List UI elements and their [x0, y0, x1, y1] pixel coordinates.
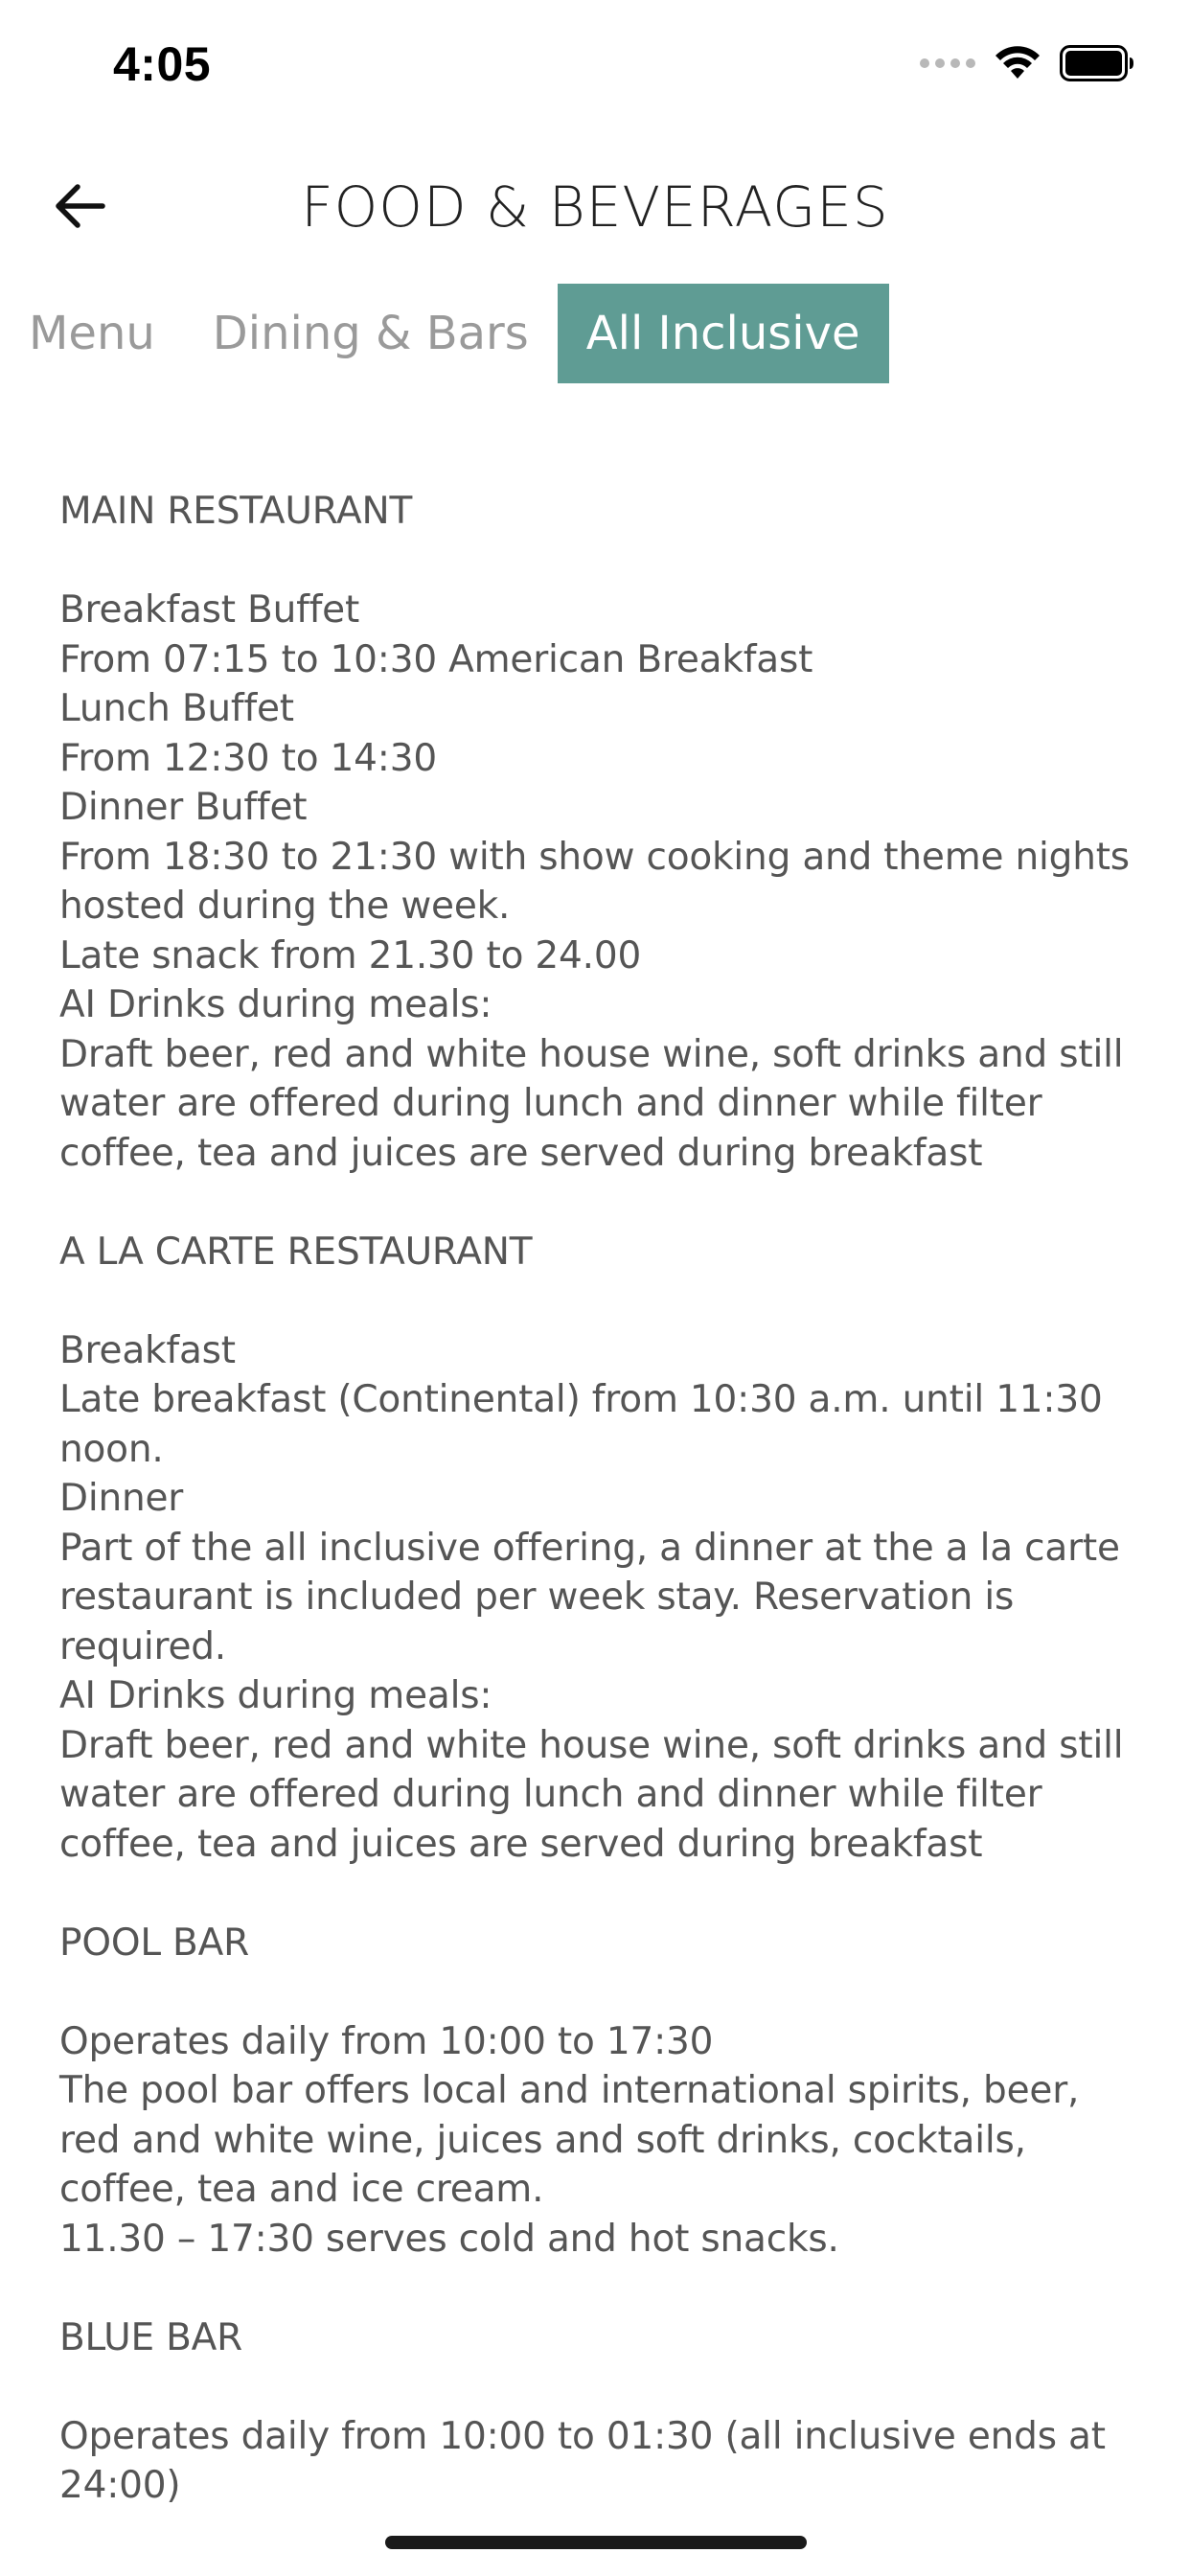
- battery-icon: [1060, 45, 1134, 81]
- section-body: Operates daily from 10:00 to 01:30 (all inclusive ends at 24:00): [59, 2414, 1118, 2507]
- tab-bar: [0, 284, 889, 383]
- section-body: Breakfast Late breakfast (Continental) from 10:30 a.m. until 11:30 noon. Dinner Part of the all inclusive offering, a dinner at the a la carte restaurant is included per week stay. Reservation is required. AI Drinks during meals: Draft beer, red and white house wine, soft drinks and still water are offered during lunch and dinner while filter coffee, tea and juices are served during breakfast: [59, 1328, 1124, 1866]
- section-a-la-carte-restaurant: [59, 1228, 1142, 1870]
- wifi-icon: [995, 46, 1041, 80]
- tab-dining-bars[interactable]: Dining & Bars: [212, 307, 529, 360]
- section-body: Breakfast Buffet From 07:15 to 10:30 American Breakfast Lunch Buffet From 12:30 to 14:30 Dinner Buffet From 18:30 to 21:30 with show cooking and theme nights hosted during the week. Late snack from 21.30 to 24.00 AI Drinks during meals: Draft beer, red and white house wine, soft drinks and still water are offered during lunch and dinner while filter coffee, tea and juices are served during breakfast: [59, 588, 1130, 1175]
- header: [0, 153, 1190, 259]
- cellular-signal-icon: [920, 58, 975, 68]
- section-pool-bar: [59, 1919, 1142, 2265]
- section-title: POOL BAR: [59, 1920, 249, 1965]
- status-icons: [920, 42, 1134, 84]
- section-blue-bar: [59, 2313, 1142, 2511]
- section-title: MAIN RESTAURANT: [59, 490, 413, 533]
- section-body: Operates daily from 10:00 to 17:30 The pool bar offers local and international spirits, beer, red and white wine, juices and soft drinks, cocktails, coffee, tea and ice cream. 11.30 – 17:30 serves cold and hot snacks.: [59, 2019, 1080, 2261]
- tab-all-inclusive[interactable]: All Inclusive: [558, 284, 889, 383]
- section-title: A LA CARTE RESTAURANT: [59, 1230, 533, 1274]
- all-inclusive-content[interactable]: [59, 487, 1142, 2507]
- section-main-restaurant: [59, 487, 1142, 1178]
- home-indicator[interactable]: [385, 2536, 807, 2549]
- tab-menu[interactable]: Menu: [29, 307, 155, 360]
- section-title: BLUE BAR: [59, 2315, 243, 2359]
- status-bar: [0, 0, 1190, 134]
- page-title: FOOD & BEVERAGES: [301, 174, 889, 240]
- status-time: 4:05: [113, 37, 212, 91]
